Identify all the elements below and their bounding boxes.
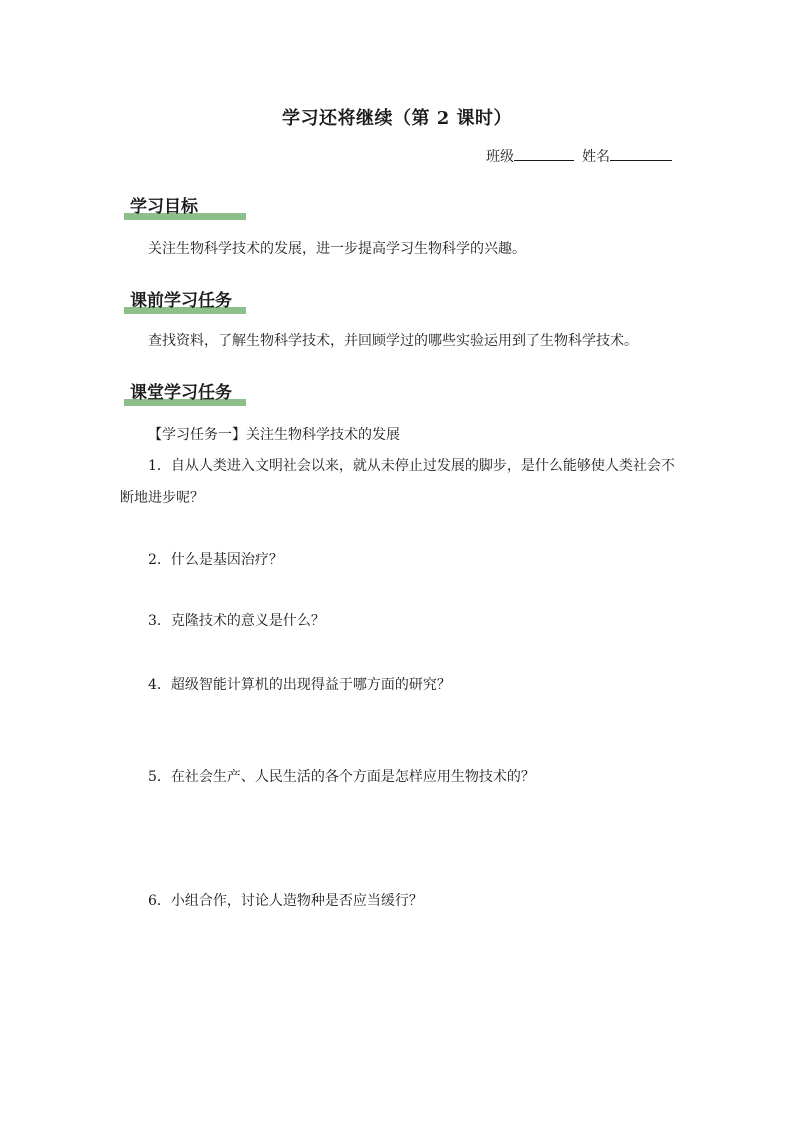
page-title: 学习还将继续（第 2 课时） [281, 108, 513, 129]
question-2: 2．什么是基因治疗？ [148, 552, 283, 568]
question-1-line-2: 断地进步呢？ [120, 490, 204, 506]
question-3: 3．克隆技术的意义是什么？ [148, 613, 325, 629]
question-5: 5．在社会生产、人民生活的各个方面是怎样应用生物技术的？ [148, 769, 535, 785]
task-title: 【学习任务一】关注生物科学技术的发展 [148, 427, 400, 443]
name-blank-line [610, 145, 672, 161]
question-6: 6．小组合作，讨论人造物种是否应当缓行？ [148, 893, 423, 909]
goal-text: 关注生物科学技术的发展，进一步提高学习生物科学的兴趣。 [148, 241, 526, 257]
question-4: 4．超级智能计算机的出现得益于哪方面的研究？ [148, 677, 451, 693]
section-heading-in-class [124, 378, 232, 406]
section-heading-label: 学习目标 [130, 197, 198, 217]
pre-class-text: 查找资料，了解生物科学技术，并回顾学过的哪些实验运用到了生物科学技术。 [148, 333, 638, 349]
question-1-line-1: 1．自从人类进入文明社会以来，就从未停止过发展的脚步，是什么能够使人类社会不 [148, 458, 675, 474]
section-heading-label: 课前学习任务 [130, 291, 232, 311]
section-heading-label: 课堂学习任务 [130, 383, 232, 403]
class-label: 班级 [486, 149, 514, 165]
name-label: 姓名 [582, 149, 610, 165]
student-info [486, 145, 672, 166]
section-heading-pre-class [124, 286, 232, 314]
class-blank-line [514, 145, 574, 161]
section-heading-goal [124, 192, 198, 220]
